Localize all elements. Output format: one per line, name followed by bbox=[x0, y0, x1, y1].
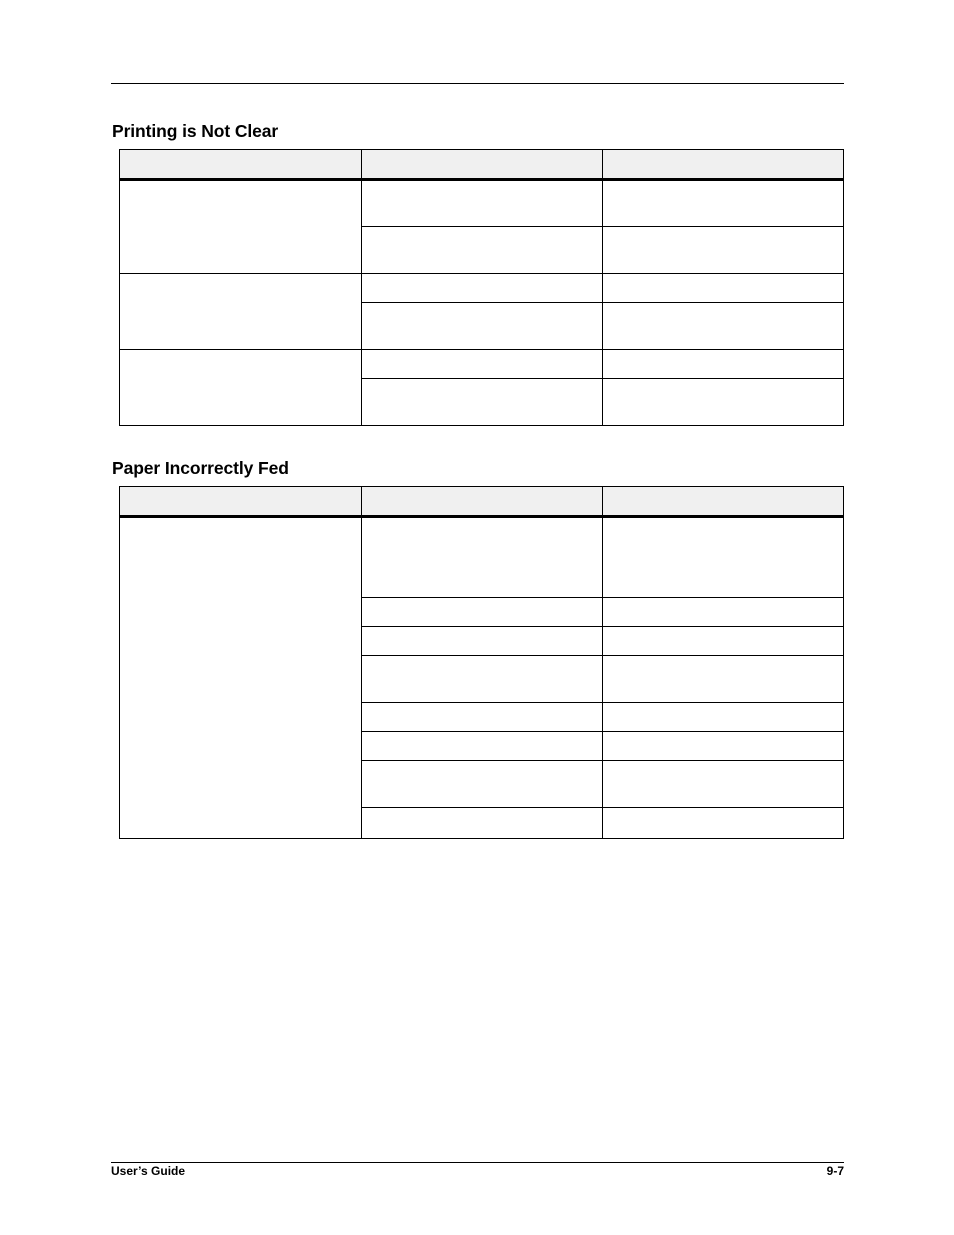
table-row bbox=[119, 180, 362, 274]
table-cell bbox=[361, 760, 603, 808]
table-cell bbox=[361, 226, 603, 274]
table-cell bbox=[361, 349, 603, 379]
table-cell bbox=[361, 273, 603, 303]
header-rule bbox=[111, 83, 844, 84]
section-title-paper-incorrectly-fed: Paper Incorrectly Fed bbox=[112, 458, 289, 478]
table-cell bbox=[361, 626, 603, 656]
table-cell bbox=[361, 702, 603, 732]
table-cell bbox=[361, 807, 603, 839]
table-header-cell bbox=[602, 149, 844, 179]
table-cell bbox=[602, 273, 844, 303]
table-cell bbox=[361, 655, 603, 703]
table-cell bbox=[602, 597, 844, 627]
table-cell bbox=[602, 702, 844, 732]
table-cell bbox=[602, 302, 844, 350]
table-cell bbox=[361, 731, 603, 761]
table-cell bbox=[361, 597, 603, 627]
table-cell bbox=[602, 378, 844, 426]
table-cell bbox=[602, 226, 844, 274]
section-title-printing-not-clear: Printing is Not Clear bbox=[112, 121, 279, 141]
table-header-cell bbox=[119, 149, 362, 179]
table-cell bbox=[602, 760, 844, 808]
table-cell bbox=[602, 626, 844, 656]
table-cell bbox=[602, 517, 844, 598]
table-cell bbox=[602, 807, 844, 839]
table-paper-incorrectly-fed bbox=[119, 486, 844, 839]
footer-page-number: 9-7 bbox=[826, 1164, 844, 1178]
table-row bbox=[119, 517, 362, 839]
table-cell bbox=[602, 180, 844, 227]
table-cell bbox=[361, 378, 603, 426]
table-cell bbox=[602, 655, 844, 703]
table-header-cell bbox=[119, 486, 362, 516]
table-cell bbox=[602, 731, 844, 761]
table-cell bbox=[361, 302, 603, 350]
table-row bbox=[119, 273, 362, 350]
table-cell bbox=[361, 180, 603, 227]
footer-guide-label: User’s Guide bbox=[111, 1164, 186, 1178]
table-header-cell bbox=[361, 486, 603, 516]
footer-rule bbox=[111, 1162, 844, 1163]
table-header-cell bbox=[602, 486, 844, 516]
table-row bbox=[119, 349, 362, 426]
table-printing-not-clear bbox=[119, 149, 844, 426]
table-cell bbox=[361, 517, 603, 598]
table-header-cell bbox=[361, 149, 603, 179]
table-cell bbox=[602, 349, 844, 379]
